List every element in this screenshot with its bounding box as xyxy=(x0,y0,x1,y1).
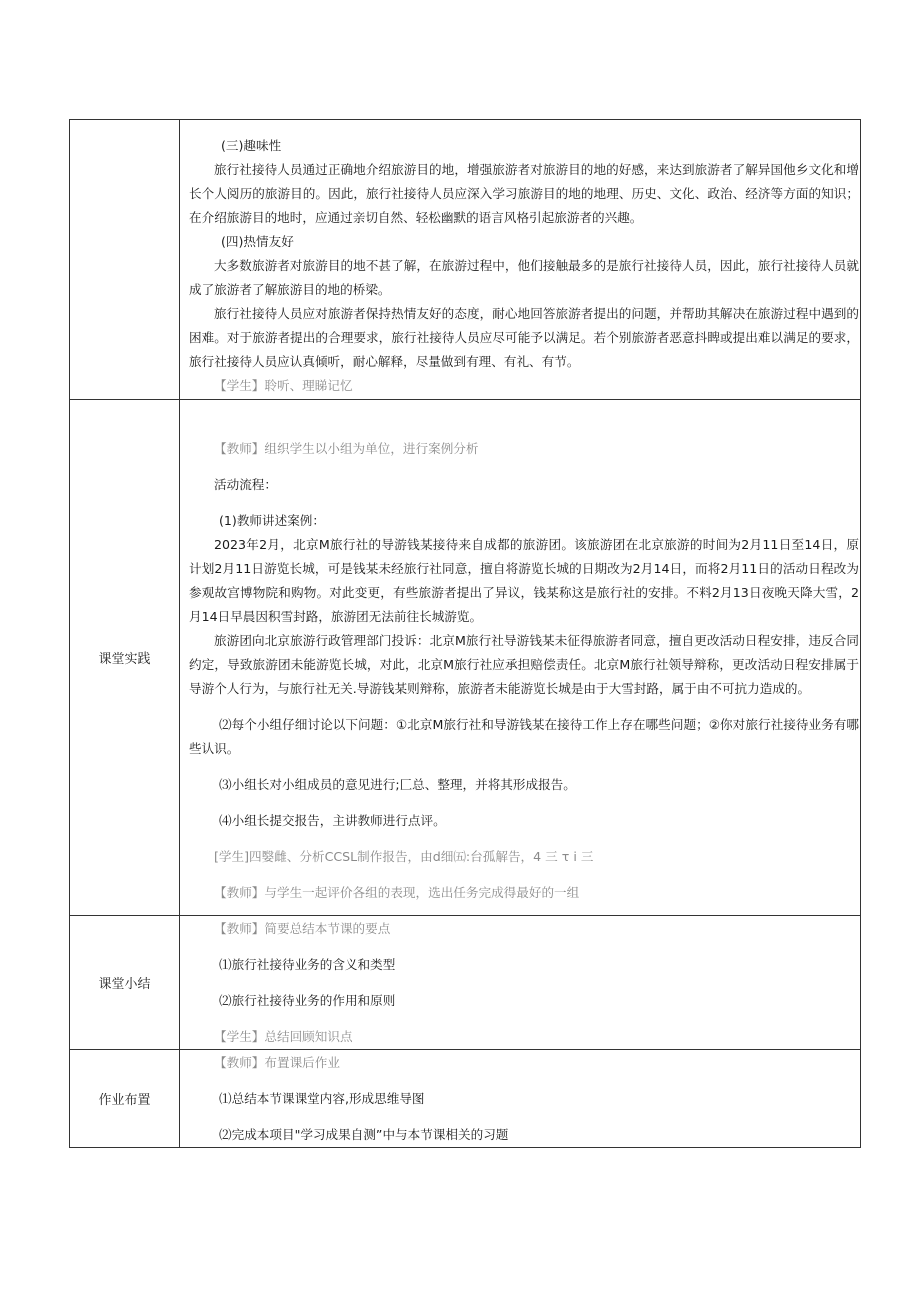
knowledge-content-cell xyxy=(180,120,861,400)
step-2: ⑵每个小组仔细讨论以下问题：①北京M旅行社和导游钱某在接待工作上存在哪些问题；②你对旅行社接待业务有哪些认识。 xyxy=(189,717,859,756)
row-label-summary: 课堂小结 xyxy=(70,916,180,1050)
row-label-practice: 课堂实践 xyxy=(70,400,180,916)
summary-item-1: ⑴旅行社接待业务的含义和类型 xyxy=(219,957,396,972)
teacher-summary: 【教师】简要总结本节课的要点 xyxy=(214,921,391,936)
paragraph-warmth-1: 大多数旅游者对旅游目的地不甚了解，在旅游过程中，他们接触最多的是旅行社接待人员，因此，旅行社接待人员就成了旅游者了解旅游目的地的桥梁。 xyxy=(189,258,859,297)
heading-warmth: (四)热情友好 xyxy=(221,234,294,249)
activity-flow-title: 活动流程： xyxy=(214,477,277,492)
table-row-practice xyxy=(70,400,861,916)
table-row-summary xyxy=(70,916,861,1050)
homework-item-1: ⑴总结本节课课堂内容,形成思维导图 xyxy=(219,1091,425,1106)
case-paragraph-1: 2023年2月，北京M旅行社的导游钱某接待来自成都的旅游团。该旅游团在北京旅游的时间为2月11日至14日，原计划2月11日游览长城，可是钱某未经旅行社同意，擅自将游览长城的日期改为2月14日，而将2月11日的活动日程改为参观故宫博物院和购物。对此变更，有些旅游者提出了异议，钱某称这是旅行社的安排。不料2月13日夜晚天降大雪，2月14日早晨因积雪封路，旅游团无法前往长城游览。 xyxy=(189,537,859,624)
student-note: 【学生】聆听、理睇记忆 xyxy=(214,378,353,393)
paragraph-interest: 旅行社接待人员通过正确地介绍旅游目的地，增强旅游者对旅游目的地的好感，来达到旅游者了解异国他乡文化和增长个人阅历的旅游目的。因此，旅行社接待人员应深入学习旅游目的地的地理、历史、文化、政治、经济等方面的知识；在介绍旅游目的地时，应通过亲切自然、轻松幽默的语言风格引起旅游者的兴趣。 xyxy=(189,162,859,225)
summary-content-cell xyxy=(180,916,861,1050)
case-paragraph-2: 旅游团向北京旅游行政管理部门投诉：北京M旅行社导游钱某未征得旅游者同意，擅自更改活动日程安排，违反合同约定，导致旅游团未能游览长城，对此，北京M旅行社应承担赔偿责任。北京M旅行社领导辩称，更改活动日程安排属于导游个人行为，与旅行社无关.导游钱某则辩称，旅游者未能游览长城是由于大雪封路，属于由不可抗力造成的。 xyxy=(189,633,859,696)
homework-content-cell xyxy=(180,1050,861,1148)
student-note: [学生]四嫛雌、分析CCSL制作报告，由d细㈤:台孤解告，4 三 τ i 三 xyxy=(214,849,594,864)
step-4: ⑷小组长提交报告，主讲教师进行点评。 xyxy=(219,813,446,828)
heading-interest: (三)趣味性 xyxy=(221,138,282,153)
teacher-evaluation: 【教师】与学生一起评价各组的表现，选出任务完成得最好的一组 xyxy=(214,885,580,900)
paragraph-warmth-2: 旅行社接待人员应对旅游者保持热情友好的态度，耐心地回答旅游者提出的问题，并帮助其解决在旅游过程中遇到的困难。对于旅游者提出的合理要求，旅行社接待人员应尽可能予以满足。若个别旅游者恶意抖睥或提出难以满足的要求，旅行社接待人员应认真倾听，耐心解释，尽量做到有理、有礼、有节。 xyxy=(189,306,859,369)
step-1: (1)教师讲述案例： xyxy=(219,513,325,528)
summary-item-2: ⑵旅行社接待业务的作用和原则 xyxy=(219,993,396,1008)
table-row-homework xyxy=(70,1050,861,1148)
homework-item-2: ⑵完成本项目"学习成果自测”中与本节课相关的习题 xyxy=(219,1127,509,1142)
row-label-empty xyxy=(70,120,180,400)
teacher-intro: 【教师】组织学生以小组为单位，进行案例分析 xyxy=(214,441,479,456)
teacher-homework: 【教师】布置课后作业 xyxy=(214,1055,340,1070)
lesson-plan-table xyxy=(69,119,861,1148)
student-summary: 【学生】总结回顾知识点 xyxy=(214,1029,353,1044)
row-label-homework: 作业布置 xyxy=(70,1050,180,1148)
step-3: ⑶小组长对小组成员的意见进行;匚总、整理，并将其形成报告。 xyxy=(219,777,576,792)
table-row-knowledge xyxy=(70,120,861,400)
practice-content-cell xyxy=(180,400,861,916)
